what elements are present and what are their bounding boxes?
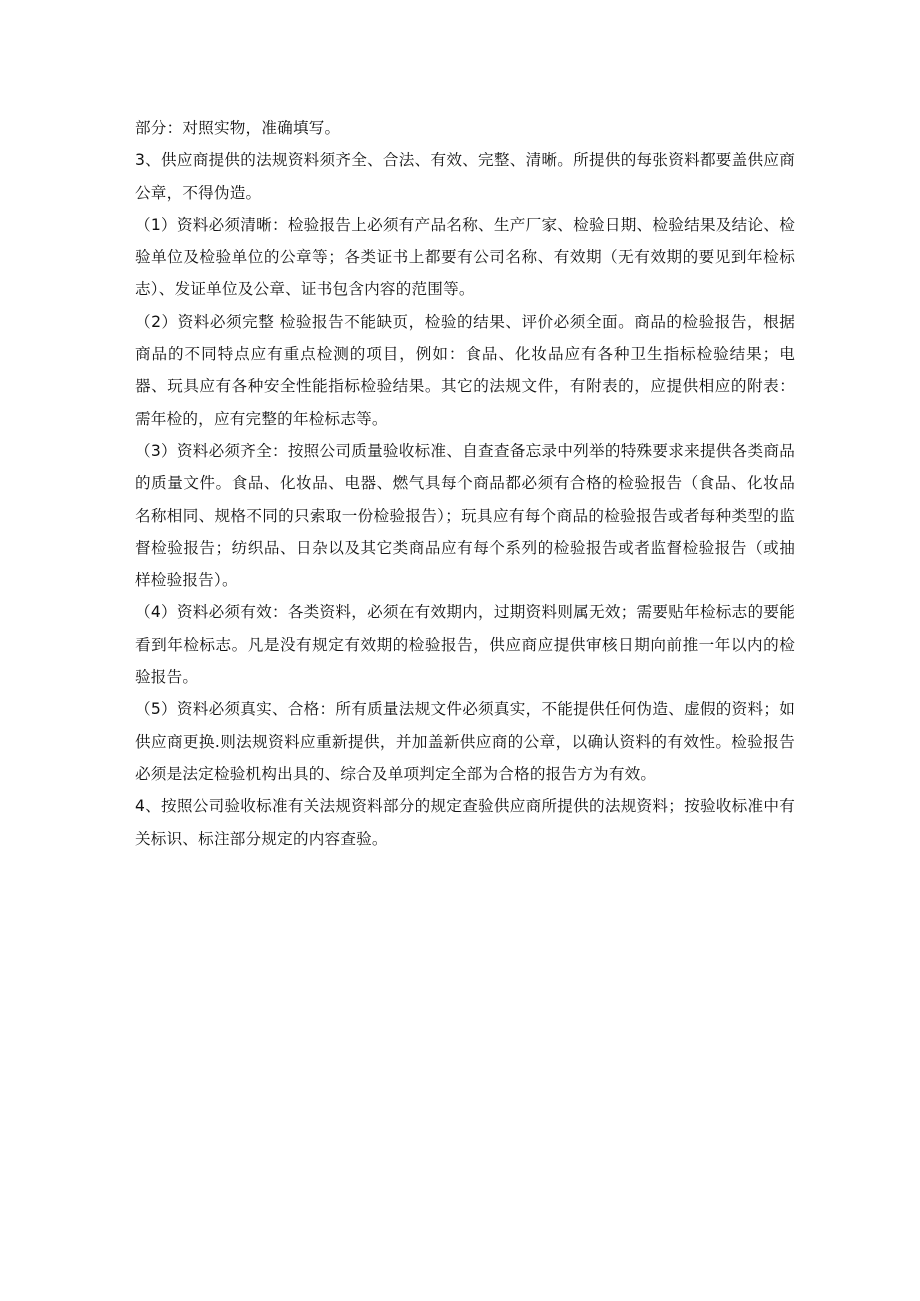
- document-body: [135, 112, 795, 855]
- paragraph-subitem-4: （4）资料必须有效：各类资料，必须在有效期内，过期资料则属无效；需要贴年检标志的要能看到年检标志。凡是没有规定有效期的检验报告，供应商应提供审核日期向前推一年以内的检验报告。: [135, 603, 795, 687]
- paragraph-item-4: 4、按照公司验收标准有关法规资料部分的规定查验供应商所提供的法规资料；按验收标准中有关标识、标注部分规定的内容查验。: [135, 797, 795, 848]
- paragraph-continuation: 部分：对照实物，准确填写。: [135, 119, 341, 137]
- paragraph-subitem-3: （3）资料必须齐全：按照公司质量验收标准、自查查备忘录中列举的特殊要求来提供各类商品的质量文件。食品、化妆品、电器、燃气具每个商品都必须有合格的检验报告（食品、化妆品名称相同、规格不同的只索取一份检验报告）；玩具应有每个商品的检验报告或者每种类型的监督检验报告；纺织品、日杂以及其它类商品应有每个系列的检验报告或者监督检验报告（或抽样检验报告）。: [135, 441, 795, 590]
- paragraph-item-3: 3、供应商提供的法规资料须齐全、合法、有效、完整、清晰。所提供的每张资料都要盖供应商公章，不得伪造。: [135, 151, 795, 202]
- paragraph-subitem-2: （2）资料必须完整 检验报告不能缺页，检验的结果、评价必须全面。商品的检验报告，根据商品的不同特点应有重点检测的项目，例如：食品、化妆品应有各种卫生指标检验结果；电器、玩具应有各种安全性能指标检验结果。其它的法规文件，有附表的，应提供相应的附表：需年检的，应有完整的年检标志等。: [135, 312, 795, 428]
- paragraph-subitem-1: （1）资料必须清晰：检验报告上必须有产品名称、生产厂家、检验日期、检验结果及结论、检验单位及检验单位的公章等；各类证书上都要有公司名称、有效期（无有效期的要见到年检标志）、发证单位及公章、证书包含内容的范围等。: [135, 215, 795, 299]
- paragraph-subitem-5: （5）资料必须真实、合格：所有质量法规文件必须真实，不能提供任何伪造、虚假的资料；如供应商更换.则法规资料应重新提供，并加盖新供应商的公章，以确认资料的有效性。检验报告必须是法定检验机构出具的、综合及单项判定全部为合格的报告方为有效。: [135, 700, 795, 783]
